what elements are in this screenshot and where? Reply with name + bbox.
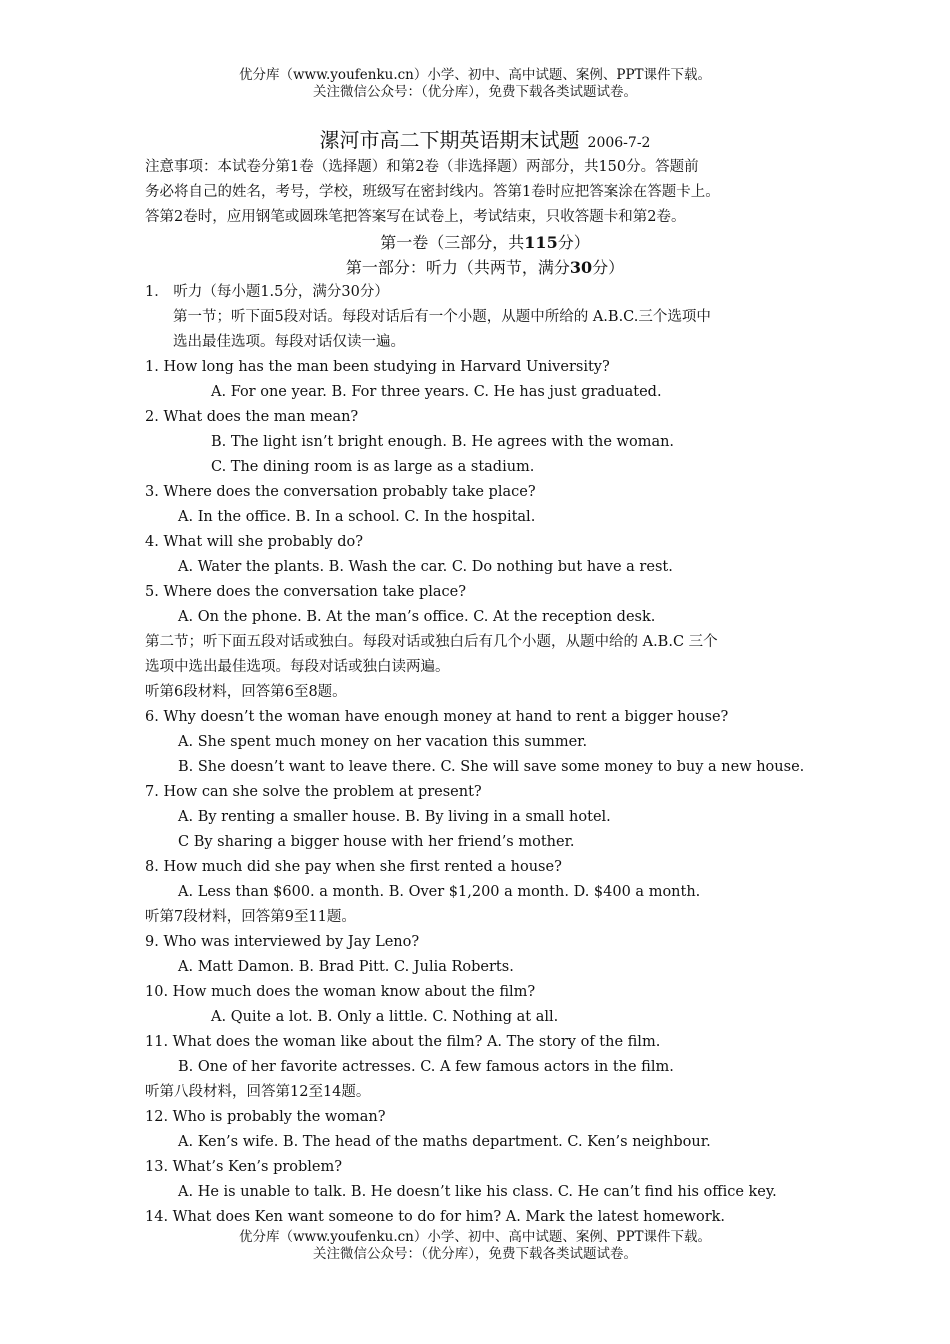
notice-line-1: 注意事项：本试卷分第1卷（选择题）和第2卷（非选择题）两部分，共150分。答题前 <box>145 159 699 175</box>
text-line: B. She doesn’t want to leave there. C. She will save some money to buy a new house. <box>178 759 805 775</box>
page-header <box>0 67 950 101</box>
text-line: 6. Why doesn’t the woman have enough money at hand to rent a bigger house? <box>145 709 729 725</box>
header-line-2: 关注微信公众号：（优分库），免费下载各类试题试卷。 <box>313 84 637 100</box>
text-line: 7. How can she solve the problem at present? <box>145 784 482 800</box>
notice-line-3: 答第2卷时，应用钢笔或圆珠笔把答案写在试卷上，考试结束，只收答题卡和第2卷。 <box>145 209 686 225</box>
text-line: 14. What does Ken want someone to do for him? A. Mark the latest homework. <box>145 1209 726 1225</box>
text-line: A. On the phone. B. At the man’s office. C. At the reception desk. <box>178 609 656 625</box>
text-line: B. The light isn’t bright enough. B. He agrees with the woman. <box>211 434 675 450</box>
text-line: A. She spent much money on her vacation this summer. <box>178 734 588 750</box>
text-line: C. The dining room is as large as a stadium. <box>211 459 535 475</box>
exam-title-main: 漯河市高二下期英语期末试题 <box>319 128 580 152</box>
text-line: A. Matt Damon. B. Brad Pitt. C. Julia Roberts. <box>178 959 514 975</box>
text-line: A. By renting a smaller house. B. By living in a small hotel. <box>178 809 611 825</box>
text-line: 听第八段材料，回答第12至14题。 <box>145 1084 371 1100</box>
text-line: 选出最佳选项。每段对话仅读一遍。 <box>173 334 405 350</box>
text-line: 9. Who was interviewed by Jay Leno? <box>145 934 420 950</box>
text-line: 11. What does the woman like about the film? A. The story of the film. <box>145 1034 661 1050</box>
text-line: 4. What will she probably do? <box>145 534 364 550</box>
part1-heading: 第一部分：听力（共两节，满分30分） <box>345 258 625 277</box>
text-line: A. For one year. B. For three years. C. He has just graduated. <box>211 384 662 400</box>
text-line: 3. Where does the conversation probably take place? <box>145 484 536 500</box>
header-line-1: 优分库（www.youfenku.cn）小学、初中、高中试题、案例、PPT课件下载。 <box>238 67 712 83</box>
document-body <box>145 125 825 1230</box>
text-line: C By sharing a bigger house with her friend’s mother. <box>178 834 575 850</box>
text-line: 8. How much did she pay when she first rented a house? <box>145 859 562 875</box>
exam-title <box>145 125 825 155</box>
text-line: A. Ken’s wife. B. The head of the maths department. C. Ken’s neighbour. <box>178 1134 711 1150</box>
text-line: A. Less than $600. a month. B. Over $1,200 a month. D. $400 a month. <box>178 884 701 900</box>
footer-line-2: 关注微信公众号：（优分库），免费下载各类试题试卷。 <box>313 1246 637 1262</box>
text-line: A. Water the plants. B. Wash the car. C. Do nothing but have a rest. <box>178 559 673 575</box>
volume-heading: 第一卷（三部分，共115分） <box>380 233 590 252</box>
exam-date: 2006-7-2 <box>587 135 651 151</box>
question-list <box>145 280 825 1230</box>
text-line: 第一节；听下面5段对话。每段对话后有一个小题，从题中所给的 A.B.C.三个选项中 <box>173 309 711 325</box>
text-line: 12. Who is probably the woman? <box>145 1109 386 1125</box>
text-line: B. One of her favorite actresses. C. A few famous actors in the film. <box>178 1059 674 1075</box>
text-line: A. Quite a lot. B. Only a little. C. Nothing at all. <box>211 1009 559 1025</box>
text-line: 听第7段材料，回答第9至11题。 <box>145 909 356 925</box>
text-line: 选项中选出最佳选项。每段对话或独白读两遍。 <box>145 659 450 675</box>
text-line: 1. How long has the man been studying in Harvard University? <box>145 359 610 375</box>
text-line: 1． 听力（每小题1.5分，满分30分） <box>145 284 389 300</box>
text-line: 13. What’s Ken’s problem? <box>145 1159 343 1175</box>
notice-line-2: 务必将自己的姓名，考号，学校，班级写在密封线内。答第1卷时应把答案涂在答题卡上。 <box>145 184 720 200</box>
text-line: 5. Where does the conversation take place? <box>145 584 466 600</box>
page-footer <box>0 1229 950 1263</box>
text-line: 第二节；听下面五段对话或独白。每段对话或独白后有几个小题，从题中给的 A.B.C 三个 <box>145 634 718 650</box>
text-line: A. He is unable to talk. B. He doesn’t like his class. C. He can’t find his office key. <box>178 1184 777 1200</box>
text-line: A. In the office. B. In a school. C. In the hospital. <box>178 509 536 525</box>
text-line: 2. What does the man mean? <box>145 409 359 425</box>
footer-line-1: 优分库（www.youfenku.cn）小学、初中、高中试题、案例、PPT课件下载。 <box>238 1229 712 1245</box>
text-line: 10. How much does the woman know about the film? <box>145 984 536 1000</box>
text-line: 听第6段材料，回答第6至8题。 <box>145 684 347 700</box>
